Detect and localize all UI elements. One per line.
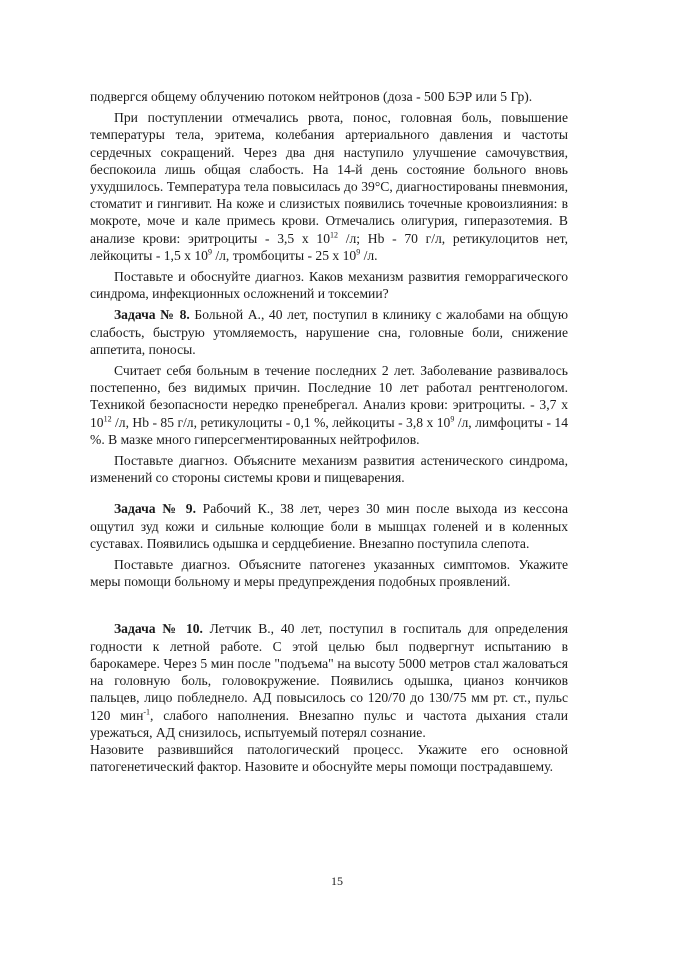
case8-history: Считает себя больным в течение последних 2 лет. Заболевание развивалось постепенно, без видимых причин. Последние 10 лет работал рентгенологом. Техникой безопасности нередко пренебрегал. Анализ крови: эритроциты. - 3,7 х $10^{12}$ /л, Hb - 85 г/л, ретикулоциты - 0,1 %, лейкоциты - 3,8 х $10^9$ /л, лимфоциты - 14 %. В мазке много гиперсегментированных нейтрофилов. bbox=[90, 363, 569, 447]
case7-question: Поставьте и обоснуйте диагноз. Каков механизм развития геморрагического синдрома, инфекционных осложнений и токсемии? bbox=[90, 269, 568, 302]
case10-question: Назовите развившийся патологический процесс. Укажите его основной патогенетический фактор. Назовите и обоснуйте меры помощи пострадавшему. bbox=[90, 741, 568, 775]
case8-description: Задача № 8. Больной А., 40 лет, поступил в клинику с жалобами на общую слабость, быструю утомляемость, нарушение сна, головные боли, снижение аппетита, поносы. bbox=[90, 307, 568, 357]
case8-question: Поставьте диагноз. Объясните механизм развития астенического синдрома, изменений со стороны системы крови и пищеварения. bbox=[90, 453, 568, 486]
case8-title: Задача № 8. bbox=[114, 307, 190, 323]
case10-description: Задача № 10. Летчик В., 40 лет, поступил в госпиталь для определения годности к летной работе. С этой целью был подвергнут испытанию в барокамере. Через 5 мин после "подъема" на высоту 5000 метров стал жаловаться на головную боль, головокружение. Появились одышка, цианоз кончиков пальцев, лицо побледнело. АД повысилось со 120/70 до 130/75 мм рт. ст., пульс 120 мин$^{-1}$, слабого наполнения. Внезапно пульс и частота дыхания стали урежаться, АД снизилось, испытуемый потерял сознание. bbox=[90, 621, 568, 740]
case10-title: Задача № 10. bbox=[114, 621, 203, 637]
case9-title: Задача № 9. bbox=[114, 501, 196, 517]
case7-description: При поступлении отмечались рвота, понос, головная боль, повышение температуры тела, эритема, колебания артериального давления и частоты сердечных сокращений. Через два дня наступило улучшение самочувствия, беспокоила лишь общая слабость. На 14-й день состояние больного вновь ухудшилось. Температура тела повысилась до 39°С, диагностированы пневмония, стоматит и гингивит. На коже и слизистых появились точечные кровоизлияния: в мокроте, моче и кале примесь крови. Отмечались олигурия, гиперазотемия. В анализе крови: эритроциты - 3,5 х $10^{12}$ /л; Hb - 70 г/л, ретикулоцитов нет, лейкоциты - 1,5 х $10^9$ /л, тромбоциты - 25 х $10^9$ /л. bbox=[90, 110, 568, 263]
document-page bbox=[90, 88, 568, 775]
page-number: 15 bbox=[331, 874, 343, 888]
intro-line: подвергся общему облучению потоком нейтронов (доза - 500 БЭР или 5 Гр). bbox=[90, 89, 533, 104]
case9-question: Поставьте диагноз. Объясните патогенез указанных симптомов. Укажите меры помощи больному и меры предупреждения подобных проявлений. bbox=[90, 557, 568, 590]
case9-description: Задача № 9. Рабочий К., 38 лет, через 30 мин после выхода из кессона ощутил зуд кожи и сильные колющие боли в мышцах голеней и в коленных суставах. Появились одышка и сердцебиение. Внезапно поступила слепота. bbox=[90, 501, 568, 551]
